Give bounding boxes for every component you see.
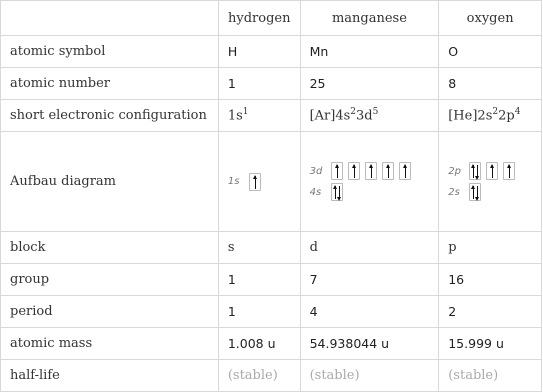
row-label: atomic mass bbox=[1, 328, 219, 360]
cell-oxygen: O bbox=[439, 36, 542, 68]
orbital: 3d bbox=[356, 108, 373, 124]
orbital-label: 2s bbox=[448, 186, 460, 198]
orbital-row bbox=[310, 183, 439, 201]
row-half-life bbox=[1, 360, 542, 392]
cell-manganese: (stable) bbox=[300, 360, 439, 392]
cell-oxygen: 8 bbox=[439, 68, 542, 100]
cell-manganese: 25 bbox=[300, 68, 439, 100]
orbital: 2s bbox=[477, 108, 493, 124]
orbital-row bbox=[448, 183, 541, 201]
paired-electron-box bbox=[469, 162, 481, 180]
header-manganese: manganese bbox=[300, 1, 439, 36]
row-label: atomic symbol bbox=[1, 36, 219, 68]
row-label: short electronic configuration bbox=[1, 100, 219, 132]
single-electron-box bbox=[486, 162, 498, 180]
cell-manganese bbox=[300, 100, 439, 132]
paired-electron-box bbox=[331, 183, 343, 201]
orbital: 4s bbox=[335, 108, 351, 124]
orbital-label: 1s bbox=[227, 176, 240, 187]
row-label: atomic number bbox=[1, 68, 219, 100]
cell-manganese: Mn bbox=[300, 36, 439, 68]
single-electron-box bbox=[399, 162, 411, 180]
single-electron-box bbox=[331, 162, 343, 180]
superscript: 5 bbox=[372, 107, 379, 118]
cell-oxygen bbox=[439, 132, 542, 232]
row-period bbox=[1, 296, 542, 328]
cell-hydrogen: 1.008 u bbox=[218, 328, 300, 360]
row-atomic-symbol bbox=[1, 36, 542, 68]
header-row bbox=[1, 1, 542, 36]
cell-oxygen: 15.999 u bbox=[439, 328, 542, 360]
orbital: 1s bbox=[227, 108, 243, 124]
cell-manganese: 4 bbox=[300, 296, 439, 328]
row-label: period bbox=[1, 296, 219, 328]
core: [Ar] bbox=[309, 108, 336, 124]
row-block bbox=[1, 232, 542, 264]
cell-oxygen: p bbox=[439, 232, 542, 264]
cell-manganese: 54.938044 u bbox=[300, 328, 439, 360]
header-hydrogen: hydrogen bbox=[218, 1, 300, 36]
superscript: 1 bbox=[242, 107, 249, 118]
orbital: 2p bbox=[498, 108, 515, 124]
superscript: 2 bbox=[350, 107, 357, 118]
header-corner bbox=[1, 1, 219, 36]
cell-hydrogen: H bbox=[218, 36, 300, 68]
cell-oxygen: (stable) bbox=[439, 360, 542, 392]
row-electronic-configuration bbox=[1, 100, 542, 132]
row-label: Aufbau diagram bbox=[1, 132, 219, 232]
superscript: 2 bbox=[492, 107, 499, 118]
row-atomic-mass bbox=[1, 328, 542, 360]
row-aufbau-diagram bbox=[1, 132, 542, 232]
aufbau-diagram bbox=[310, 162, 439, 201]
orbital-row bbox=[448, 162, 541, 180]
single-electron-box bbox=[348, 162, 360, 180]
cell-hydrogen bbox=[218, 100, 300, 132]
cell-oxygen: 2 bbox=[439, 296, 542, 328]
paired-electron-box bbox=[469, 183, 481, 201]
row-label: block bbox=[1, 232, 219, 264]
cell-manganese bbox=[300, 132, 439, 232]
cell-hydrogen: 1 bbox=[218, 296, 300, 328]
row-label: group bbox=[1, 264, 219, 296]
single-electron-box bbox=[365, 162, 377, 180]
single-electron-box bbox=[249, 173, 261, 191]
orbital-row bbox=[310, 162, 439, 180]
cell-hydrogen bbox=[218, 132, 300, 232]
row-label: half-life bbox=[1, 360, 219, 392]
aufbau-diagram bbox=[448, 162, 541, 201]
orbital-label: 3d bbox=[309, 165, 323, 177]
cell-hydrogen: (stable) bbox=[218, 360, 300, 392]
cell-manganese: 7 bbox=[300, 264, 439, 296]
cell-oxygen: 16 bbox=[439, 264, 542, 296]
row-group bbox=[1, 264, 542, 296]
cell-oxygen bbox=[439, 100, 542, 132]
orbital-label: 4s bbox=[309, 186, 322, 198]
orbital-label: 2p bbox=[448, 165, 461, 177]
aufbau-diagram bbox=[228, 173, 300, 191]
cell-hydrogen: s bbox=[218, 232, 300, 264]
cell-hydrogen: 1 bbox=[218, 68, 300, 100]
orbital-row bbox=[228, 173, 300, 191]
cell-hydrogen: 1 bbox=[218, 264, 300, 296]
single-electron-box bbox=[382, 162, 394, 180]
superscript: 4 bbox=[514, 107, 521, 118]
row-atomic-number bbox=[1, 68, 542, 100]
single-electron-box bbox=[503, 162, 515, 180]
header-oxygen: oxygen bbox=[439, 1, 542, 36]
cell-manganese: d bbox=[300, 232, 439, 264]
core: [He] bbox=[448, 108, 478, 124]
